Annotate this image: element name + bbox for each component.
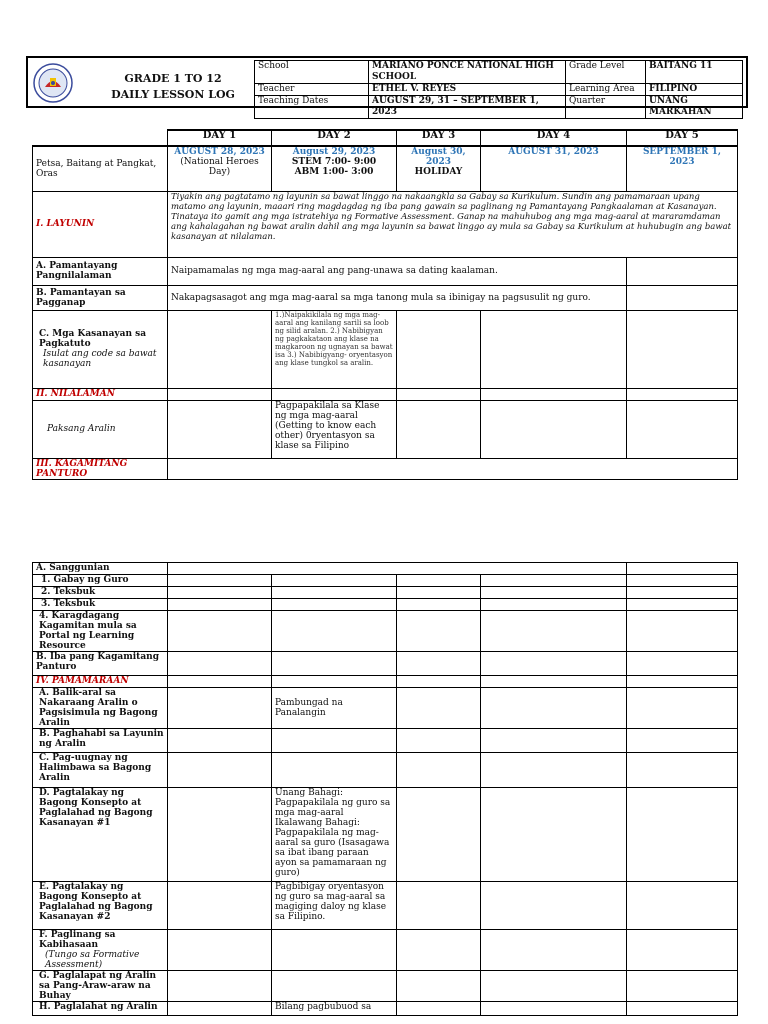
pamantayan-pagganap-text: Nakapagsasagot ang mga mag-aaral sa mga tanong mula sa ibinigay na pagsusulit ng guro. <box>168 285 627 310</box>
empty-cell <box>168 1002 272 1016</box>
empty-cell <box>397 575 481 587</box>
day1-note: (National Heroes Day) <box>180 157 259 177</box>
empty-cell <box>481 575 627 587</box>
paksang-aralin-day2: Pagpapakilala sa Klase ng mga mag-aaral (Getting to know each other) 0ryentasyon sa klase sa Filipino <box>272 400 397 458</box>
day2-date: August 29, 2023 <box>292 147 376 157</box>
empty-cell <box>397 652 481 676</box>
day2-schedule-abm: ABM 1:00- 3:00 <box>294 167 374 177</box>
empty-cell <box>481 688 627 729</box>
empty-cell <box>627 1002 738 1016</box>
empty-cell <box>481 930 627 971</box>
empty-cell <box>397 882 481 930</box>
empty-cell <box>627 599 738 611</box>
empty-cell <box>627 971 738 1002</box>
teksbuk-3-label: 3. Teksbuk <box>33 599 168 611</box>
empty-cell <box>168 458 738 479</box>
empty-cell <box>627 611 738 652</box>
corner-cell <box>33 130 168 146</box>
empty-cell <box>481 882 627 930</box>
empty-cell <box>627 676 738 688</box>
empty-cell <box>272 971 397 1002</box>
empty-cell <box>481 729 627 753</box>
pamamaraan-label: IV. PAMAMARAAN <box>33 676 168 688</box>
quarter-label: Quarter <box>566 96 646 119</box>
empty-cell <box>481 652 627 676</box>
empty-cell <box>168 587 272 599</box>
header-info-table <box>254 60 743 119</box>
day3-header: DAY 3 <box>397 130 481 146</box>
deped-seal-icon <box>33 63 73 103</box>
paglinang-label: F. Paglinang sa Kabihasaan <box>39 930 116 950</box>
empty-cell <box>627 388 738 400</box>
empty-cell <box>168 652 272 676</box>
empty-cell <box>481 388 627 400</box>
teacher-label: Teacher <box>255 84 369 96</box>
teksbuk-2-label: 2. Teksbuk <box>33 587 168 599</box>
empty-cell <box>168 882 272 930</box>
day2-header: DAY 2 <box>272 130 397 146</box>
empty-cell <box>272 676 397 688</box>
day3-date-cell <box>397 146 481 191</box>
day5-header: DAY 5 <box>627 130 738 146</box>
day4-date-cell <box>481 146 627 191</box>
pamantayang-pangnilalaman-label: A. Pamantayang Pangnilalaman <box>33 257 168 285</box>
pagtalakay-2-label: E. Pagtalakay ng Bagong Konsepto at Paglalahad ng Bagong Kasanayan #2 <box>33 882 168 930</box>
empty-cell <box>627 575 738 587</box>
teaching-dates-label: Teaching Dates <box>255 96 369 119</box>
empty-cell <box>168 788 272 882</box>
empty-cell <box>168 676 272 688</box>
paglalapat-label: G. Paglalapat ng Aralin sa Pang-Araw-araw na Buhay <box>33 971 168 1002</box>
pagtalakay-1-day2: Unang Bahagi: Pagpapakilala ng guro sa mga mag-aaral Ikalawang Bahagi: Pagpapakilala ng mag-aaral sa guro (Isasagawa sa ibat ibang paraan ayon sa pamamaraan ng guro) <box>272 788 397 882</box>
layunin-label: I. LAYUNIN <box>33 191 168 257</box>
day3-note: HOLIDAY <box>414 167 463 177</box>
kagamitang-panturo-label: III. KAGAMITANG PANTURO <box>33 458 168 479</box>
grade-level-value: BAITANG 11 <box>646 61 743 84</box>
empty-cell <box>397 1002 481 1016</box>
empty-cell <box>272 388 397 400</box>
empty-cell <box>627 257 738 285</box>
empty-cell <box>481 310 627 388</box>
quarter-value: UNANG MARKAHAN <box>646 96 743 119</box>
empty-cell <box>168 388 272 400</box>
day4-date: AUGUST 31, 2023 <box>508 147 599 157</box>
empty-cell <box>397 587 481 599</box>
empty-cell <box>627 587 738 599</box>
empty-cell <box>481 400 627 458</box>
empty-cell <box>168 611 272 652</box>
pag-uugnay-label: C. Pag-uugnay ng Halimbawa sa Bagong Aralin <box>33 753 168 788</box>
paglalahat-label: H. Paglalahat ng Aralin <box>33 1002 168 1016</box>
empty-cell <box>397 388 481 400</box>
empty-cell <box>627 753 738 788</box>
teaching-dates-value: AUGUST 29, 31 – SEPTEMBER 1, 2023 <box>369 96 566 119</box>
empty-cell <box>168 310 272 388</box>
empty-cell <box>627 729 738 753</box>
day1-date: AUGUST 28, 2023 <box>174 147 265 157</box>
pagtalakay-1-label: D. Pagtalakay ng Bagong Konsepto at Paglalahad ng Bagong Kasanayan #1 <box>33 788 168 882</box>
empty-cell <box>481 676 627 688</box>
empty-cell <box>397 753 481 788</box>
balik-aral-label: A. Balik-aral sa Nakaraang Aralin o Pagsisimula ng Bagong Aralin <box>33 688 168 729</box>
learning-area-label: Learning Area <box>566 84 646 96</box>
empty-cell <box>397 729 481 753</box>
day4-header: DAY 4 <box>481 130 627 146</box>
pamantayan-pagganap-label: B. Pamantayan sa Pagganap <box>33 285 168 310</box>
gabay-guro-label: 1. Gabay ng Guro <box>33 575 168 587</box>
empty-cell <box>481 753 627 788</box>
paghahabi-label: B. Paghahabi sa Layunin ng Aralin <box>33 729 168 753</box>
empty-cell <box>168 971 272 1002</box>
empty-cell <box>397 310 481 388</box>
nilalaman-label: II. NILALAMAN <box>33 388 168 400</box>
empty-cell <box>481 1002 627 1016</box>
learning-area-value: FILIPINO <box>646 84 743 96</box>
empty-cell <box>397 930 481 971</box>
empty-cell <box>272 729 397 753</box>
kasanayan-day2: 1.)Naipakikilala ng mga mag-aaral ang kanilang sarili sa loob ng silid aralan. 2.) Nabibigyan ng pagkakataon ang klase na magkaroon ng ugnayan sa bawat isa 3.) Nabibigyang- oryentasyon ang klase tungkol sa aralin. <box>272 310 397 388</box>
petsa-label: Petsa, Baitang at Pangkat, Oras <box>33 146 168 191</box>
kasanayan-label: C. Mga Kasanayan sa Pagkatuto <box>39 329 147 349</box>
layunin-text: Tiyakin ang pagtatamo ng layunin sa bawat linggo na nakaangkla sa Gabay sa Kurikulum. Sundin ang pamamaraan upang matamo ang layunin, maaari ring magdagdag ng iba pang gawain sa paglinang ng Pamantayang Pangkaalaman at Kasanayan. Tinataya ito gamit ang mga istratehiya ng Formative Assessment. Ganap na mahuhubog ang mga mag-aaral at mararamdaman ang kahalagahan ng bawat aralin dahil ang mga layunin sa bawat linggo ay mula sa Gabay sa Kurikulum at huhubugin ang bawat kasanayan at nilalaman. <box>168 191 738 257</box>
day1-header: DAY 1 <box>168 130 272 146</box>
empty-cell <box>397 400 481 458</box>
empty-cell <box>627 930 738 971</box>
pagtalakay-2-day2: Pagbibigay oryentasyon ng guro sa mag-aaral sa magiging daloy ng klase sa Filipino. <box>272 882 397 930</box>
empty-cell <box>481 971 627 1002</box>
grade-level-label: Grade Level <box>566 61 646 84</box>
empty-cell <box>272 587 397 599</box>
sanggunian-label: A. Sanggunian <box>33 563 168 575</box>
empty-cell <box>627 882 738 930</box>
empty-cell <box>397 688 481 729</box>
teacher-value: ETHEL V. REYES <box>369 84 566 96</box>
lesson-plan-table-bottom <box>32 562 738 1016</box>
empty-cell <box>481 599 627 611</box>
karagdagang-kagamitan-label: 4. Karagdagang Kagamitan mula sa Portal ng Learning Resource <box>33 611 168 652</box>
empty-cell <box>168 930 272 971</box>
empty-cell <box>627 788 738 882</box>
title-grade: GRADE 1 TO 12 <box>124 72 222 85</box>
day5-date: SEPTEMBER 1, 2023 <box>642 147 722 167</box>
empty-cell <box>168 599 272 611</box>
empty-cell <box>168 729 272 753</box>
empty-cell <box>627 652 738 676</box>
kasanayan-sub: Isulat ang code sa bawat kasanayan <box>43 349 157 369</box>
kasanayan-cell <box>33 310 168 388</box>
empty-cell <box>397 676 481 688</box>
day5-date-cell <box>627 146 738 191</box>
empty-cell <box>627 400 738 458</box>
lesson-plan-table-top <box>32 129 738 480</box>
paksang-aralin-label: Paksang Aralin <box>33 400 168 458</box>
day2-schedule-stem: STEM 7:00- 9:00 <box>291 157 377 167</box>
empty-cell <box>481 587 627 599</box>
empty-cell <box>272 930 397 971</box>
empty-cell <box>481 788 627 882</box>
empty-cell <box>168 563 627 575</box>
day1-date-cell <box>168 146 272 191</box>
empty-cell <box>168 575 272 587</box>
day2-date-cell <box>272 146 397 191</box>
empty-cell <box>627 285 738 310</box>
empty-cell <box>397 788 481 882</box>
iba-pang-kagamitan-label: B. Iba pang Kagamitang Panturo <box>33 652 168 676</box>
empty-cell <box>272 575 397 587</box>
empty-cell <box>272 611 397 652</box>
empty-cell <box>168 688 272 729</box>
empty-cell <box>272 599 397 611</box>
school-label: School <box>255 61 369 84</box>
empty-cell <box>168 400 272 458</box>
balik-aral-day2: Pambungad na Panalangin <box>272 688 397 729</box>
empty-cell <box>272 753 397 788</box>
title-daily-lesson-log: DAILY LESSON LOG <box>111 88 235 101</box>
empty-cell <box>168 753 272 788</box>
paglinang-sub: (Tungo sa Formative Assessment) <box>45 950 140 970</box>
empty-cell <box>481 611 627 652</box>
empty-cell <box>397 611 481 652</box>
empty-cell <box>627 688 738 729</box>
empty-cell <box>627 310 738 388</box>
empty-cell <box>397 599 481 611</box>
empty-cell <box>272 652 397 676</box>
paglinang-cell <box>33 930 168 971</box>
empty-cell <box>627 563 738 575</box>
pamantayang-pangnilalaman-text: Naipamamalas ng mga mag-aaral ang pang-unawa sa dating kaalaman. <box>168 257 627 285</box>
day3-date: August 30, 2023 <box>411 147 466 167</box>
school-value: MARIANO PONCE NATIONAL HIGH SCHOOL <box>369 61 566 84</box>
paglalahat-day2: Bilang pagbubuod sa <box>272 1002 397 1016</box>
empty-cell <box>397 971 481 1002</box>
